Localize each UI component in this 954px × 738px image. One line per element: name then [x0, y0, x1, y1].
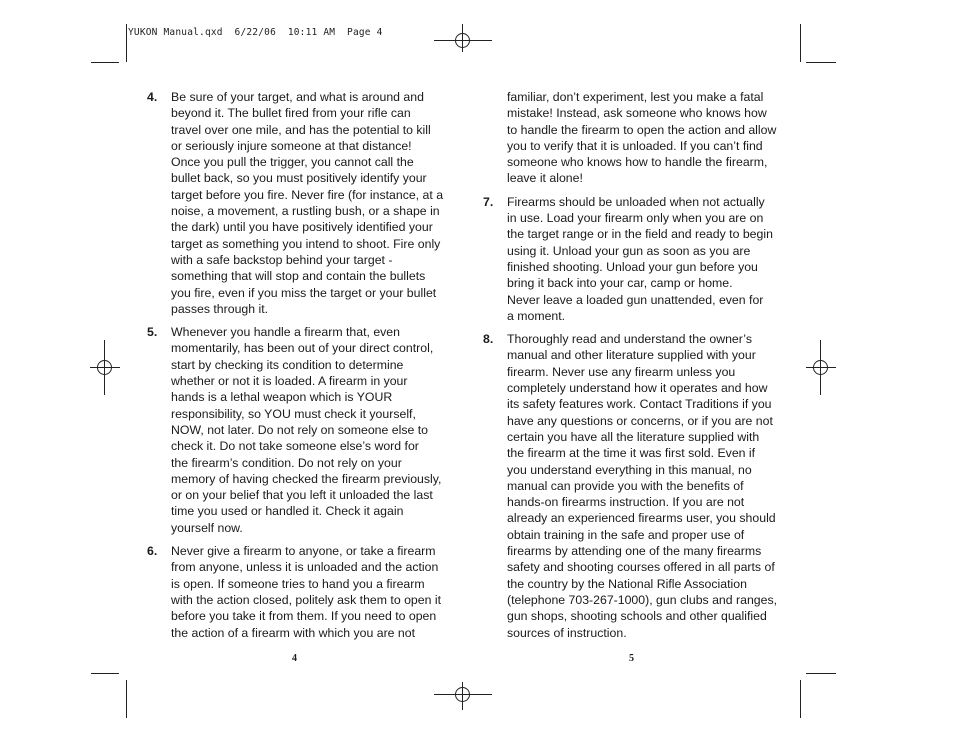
rule-number: 4.	[147, 90, 158, 104]
text-line: have any questions or concerns, or if you are not	[507, 413, 773, 428]
text-line: in use. Load your firearm only when you are on	[507, 211, 764, 226]
text-line: Once you pull the trigger, you cannot call the	[171, 155, 414, 170]
text-line: you understand everything in this manual, no	[507, 462, 752, 477]
rule-number: 8.	[483, 332, 494, 347]
text-line: hands-on firearms instruction. If you are not	[507, 495, 745, 510]
text-line: momentarily, has been out of your direct control,	[171, 341, 434, 356]
text-line: Never give a firearm to anyone, or take a firearm	[171, 544, 436, 559]
crop-mark	[800, 680, 801, 718]
safety-rule-4	[147, 89, 449, 317]
rule-6-continuation	[507, 89, 783, 187]
rule-number: 6.	[147, 544, 158, 559]
text-line: hands is a lethal weapon which is YOUR	[171, 390, 393, 405]
text-line: responsibility, so YOU must check it yourself,	[171, 406, 416, 421]
text-line: gun shops, shooting schools and other qualified	[507, 609, 767, 624]
text-line: already an experienced firearms user, you should	[507, 511, 776, 526]
text-line: the firearm at the time it was first sold. Even if	[507, 446, 756, 461]
text-line: is open. If someone tries to hand you a firearm	[171, 576, 425, 591]
registration-target	[813, 360, 828, 375]
text-line: noise, a movement, a rustling bush, or a shape in	[171, 204, 440, 219]
page-number-right: 5	[629, 653, 634, 664]
text-line: the target range or in the field and ready to begin	[507, 227, 773, 242]
rule-number: 5.	[147, 325, 158, 340]
text-line: something that will stop and contain the bullets	[171, 269, 426, 284]
text-line: Firearms should be unloaded when not actually	[507, 194, 765, 209]
text-line: before you take it from them. If you need to open	[171, 609, 437, 624]
crop-mark	[126, 24, 127, 62]
text-line: completely understand how it operates and how	[507, 381, 768, 396]
text-line: certain you have all the literature supplied with	[507, 429, 760, 444]
text-line: using it. Unload your gun as soon as you are	[507, 243, 751, 258]
text-line: from anyone, unless it is unloaded and the action	[171, 560, 439, 575]
text-line: manual can provide you with the benefits of	[507, 478, 744, 493]
text-line: someone who knows how to handle the firearm,	[507, 155, 768, 170]
text-line: time you used or handled it. Check it again	[171, 504, 404, 519]
text-line: manual and other literature supplied with your	[507, 348, 756, 363]
text-line: beyond it. The bullet fired from your rifle can	[171, 106, 411, 121]
text-line: the dark) until you have positively identified your	[171, 220, 433, 235]
text-line: firearms by attending one of the many firearms	[507, 544, 762, 559]
crop-mark	[800, 24, 801, 62]
right-page-text	[483, 89, 783, 648]
text-line: leave it alone!	[507, 171, 583, 186]
text-line: check it. Do not take someone else’s word for	[171, 439, 419, 454]
registration-target	[455, 687, 470, 702]
text-line: you fire, even if you miss the target or your bullet	[171, 285, 437, 300]
text-line: the firearm’s condition. Do not rely on your	[171, 455, 402, 470]
rule-text	[507, 194, 783, 324]
text-line: whether or not it is loaded. A firearm in your	[171, 374, 408, 389]
rule-number: 7.	[483, 194, 494, 209]
text-line: bullet back, so you must positively identify your	[171, 171, 427, 186]
text-line: its safety features work. Contact Traditions if you	[507, 397, 772, 412]
safety-rule-5	[147, 324, 449, 536]
text-line: or seriously injure someone at that distance!	[171, 138, 412, 153]
rule-text	[171, 543, 449, 641]
registration-target	[455, 33, 470, 48]
crop-mark	[126, 680, 127, 718]
text-line: target before you fire. Never fire (for instance, at a	[171, 187, 444, 202]
text-line: sources of instruction.	[507, 625, 627, 640]
rule-text	[507, 331, 783, 641]
text-line: travel over one mile, and has the potential to kill	[171, 122, 431, 137]
crop-mark	[91, 673, 119, 674]
text-line: yourself now.	[171, 520, 243, 535]
text-line: bring it back into your car, camp or home.	[507, 276, 733, 291]
text-line: passes through it.	[171, 301, 269, 316]
text-line: NOW, not later. Do not rely on someone else to	[171, 422, 428, 437]
text-line: with the action closed, politely ask them to open it	[171, 592, 441, 607]
registration-target	[97, 360, 112, 375]
text-line: familiar, don’t experiment, lest you make a fatal	[507, 90, 764, 104]
text-line: target as something you intend to shoot. Fire only	[171, 236, 441, 251]
rule-text	[171, 324, 449, 536]
safety-rule-6	[147, 543, 449, 641]
text-line: Never leave a loaded gun unattended, even for	[507, 292, 764, 307]
text-line: mistake! Instead, ask someone who knows how	[507, 106, 767, 121]
crop-mark	[91, 62, 119, 63]
text-line: (telephone 703-267-1000), gun clubs and ranges,	[507, 592, 778, 607]
text-line: start by checking its condition to determine	[171, 357, 404, 372]
text-line: Thoroughly read and understand the owner’s	[507, 332, 752, 347]
text-line: to handle the firearm to open the action and allow	[507, 122, 777, 137]
page-number-left: 4	[292, 653, 297, 664]
file-slug: YUKON Manual.qxd 6/22/06 10:11 AM Page 4	[128, 27, 383, 38]
safety-rule-7	[483, 194, 783, 324]
text-line: Whenever you handle a firearm that, even	[171, 325, 400, 340]
text-line: memory of having checked the firearm previously,	[171, 471, 442, 486]
rule-text	[171, 89, 449, 317]
text-line: with a safe backstop behind your target -	[171, 252, 393, 267]
crop-mark	[806, 62, 836, 63]
text-line: you to verify that it is unloaded. If you can’t find	[507, 138, 763, 153]
safety-rule-8	[483, 331, 783, 641]
text-line: the action of a firearm with which you are not	[171, 625, 416, 640]
text-line: the country by the National Rifle Association	[507, 576, 747, 591]
left-page-text	[147, 89, 449, 648]
text-line: safety and shooting courses offered in all parts of	[507, 560, 775, 575]
text-line: firearm. Never use any firearm unless you	[507, 364, 736, 379]
text-line: finished shooting. Unload your gun before you	[507, 259, 758, 274]
text-line: or on your belief that you left it unloaded the last	[171, 488, 433, 503]
text-line: Be sure of your target, and what is around and	[171, 90, 424, 104]
crop-mark	[806, 673, 836, 674]
text-line: a moment.	[507, 308, 566, 323]
text-line: obtain training in the safe and proper use of	[507, 527, 745, 542]
